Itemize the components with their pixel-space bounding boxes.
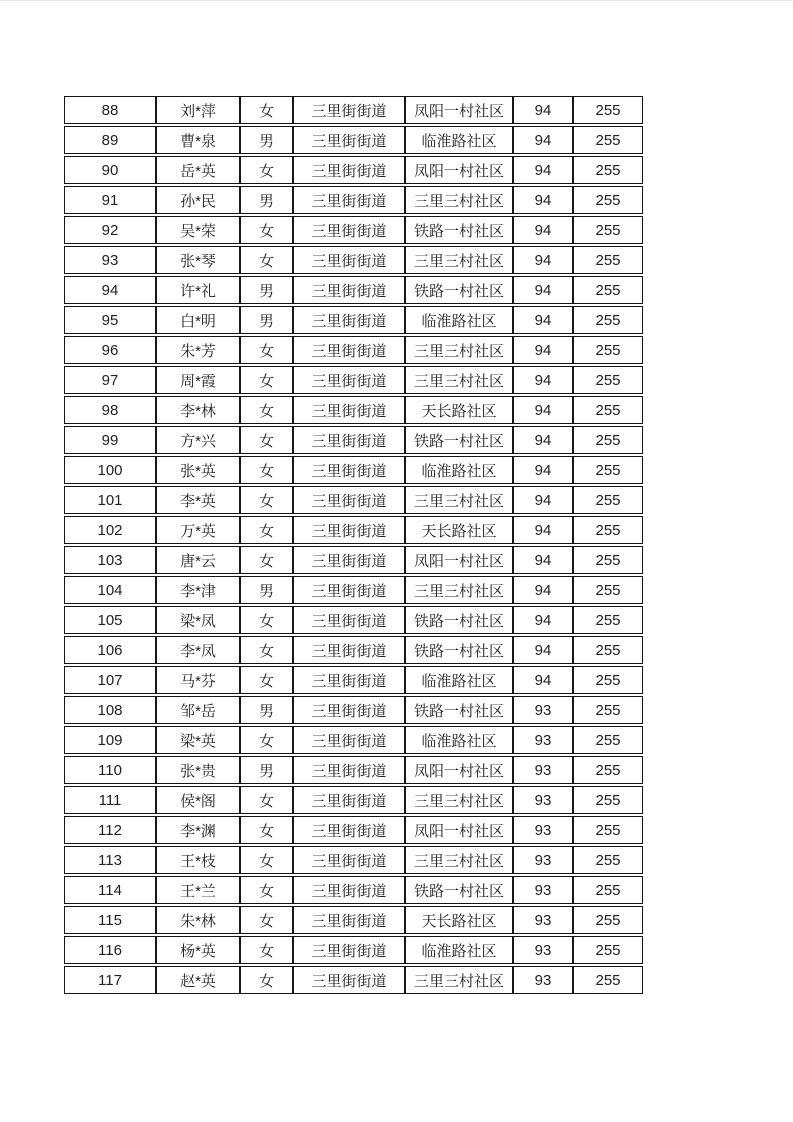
cell-street: 三里街街道	[293, 516, 405, 544]
table-row	[64, 156, 643, 184]
cell-street: 三里街街道	[293, 456, 405, 484]
cell-street: 三里街街道	[293, 966, 405, 994]
cell-street: 三里街街道	[293, 366, 405, 394]
cell-community: 铁路一村社区	[405, 606, 513, 634]
cell-gender: 女	[240, 96, 293, 124]
cell-community: 临淮路社区	[405, 666, 513, 694]
cell-community: 天长路社区	[405, 906, 513, 934]
cell-community: 三里三村社区	[405, 486, 513, 514]
cell-code: 255	[573, 726, 643, 754]
cell-index: 113	[64, 846, 156, 874]
cell-street: 三里街街道	[293, 846, 405, 874]
cell-index: 102	[64, 516, 156, 544]
cell-score: 94	[513, 96, 573, 124]
cell-code: 255	[573, 876, 643, 904]
cell-code: 255	[573, 576, 643, 604]
cell-name: 曹*泉	[156, 126, 240, 154]
cell-street: 三里街街道	[293, 906, 405, 934]
cell-street: 三里街街道	[293, 786, 405, 814]
cell-name: 唐*云	[156, 546, 240, 574]
cell-code: 255	[573, 966, 643, 994]
cell-index: 104	[64, 576, 156, 604]
cell-name: 梁*凤	[156, 606, 240, 634]
cell-index: 95	[64, 306, 156, 334]
cell-score: 94	[513, 666, 573, 694]
table-row	[64, 696, 643, 724]
cell-code: 255	[573, 96, 643, 124]
roster-table	[64, 94, 643, 996]
cell-name: 侯*阁	[156, 786, 240, 814]
cell-street: 三里街街道	[293, 726, 405, 754]
cell-index: 100	[64, 456, 156, 484]
cell-community: 凤阳一村社区	[405, 156, 513, 184]
cell-community: 天长路社区	[405, 396, 513, 424]
cell-community: 三里三村社区	[405, 246, 513, 274]
cell-gender: 男	[240, 696, 293, 724]
cell-index: 107	[64, 666, 156, 694]
cell-code: 255	[573, 696, 643, 724]
cell-index: 89	[64, 126, 156, 154]
cell-street: 三里街街道	[293, 276, 405, 304]
cell-name: 许*礼	[156, 276, 240, 304]
cell-index: 106	[64, 636, 156, 664]
cell-index: 112	[64, 816, 156, 844]
cell-code: 255	[573, 846, 643, 874]
cell-score: 94	[513, 156, 573, 184]
cell-name: 赵*英	[156, 966, 240, 994]
table-row	[64, 966, 643, 994]
cell-name: 张*琴	[156, 246, 240, 274]
cell-index: 99	[64, 426, 156, 454]
cell-code: 255	[573, 366, 643, 394]
cell-name: 吴*荣	[156, 216, 240, 244]
cell-score: 93	[513, 756, 573, 784]
cell-code: 255	[573, 306, 643, 334]
cell-score: 94	[513, 216, 573, 244]
cell-gender: 女	[240, 396, 293, 424]
cell-code: 255	[573, 636, 643, 664]
cell-index: 98	[64, 396, 156, 424]
cell-code: 255	[573, 186, 643, 214]
cell-score: 94	[513, 186, 573, 214]
cell-community: 三里三村社区	[405, 846, 513, 874]
table-row	[64, 516, 643, 544]
table-row	[64, 276, 643, 304]
cell-code: 255	[573, 816, 643, 844]
cell-gender: 女	[240, 426, 293, 454]
cell-score: 93	[513, 816, 573, 844]
cell-score: 93	[513, 726, 573, 754]
cell-name: 周*霞	[156, 366, 240, 394]
table-row	[64, 576, 643, 604]
cell-community: 临淮路社区	[405, 936, 513, 964]
cell-community: 三里三村社区	[405, 786, 513, 814]
cell-index: 114	[64, 876, 156, 904]
cell-street: 三里街街道	[293, 546, 405, 574]
cell-score: 93	[513, 876, 573, 904]
cell-gender: 男	[240, 306, 293, 334]
cell-name: 马*芬	[156, 666, 240, 694]
cell-name: 万*英	[156, 516, 240, 544]
cell-name: 李*凤	[156, 636, 240, 664]
cell-score: 94	[513, 456, 573, 484]
cell-community: 铁路一村社区	[405, 696, 513, 724]
cell-score: 94	[513, 606, 573, 634]
cell-index: 92	[64, 216, 156, 244]
cell-street: 三里街街道	[293, 426, 405, 454]
cell-index: 90	[64, 156, 156, 184]
cell-code: 255	[573, 516, 643, 544]
cell-gender: 女	[240, 966, 293, 994]
cell-score: 94	[513, 306, 573, 334]
cell-community: 铁路一村社区	[405, 636, 513, 664]
cell-code: 255	[573, 216, 643, 244]
cell-gender: 男	[240, 186, 293, 214]
cell-name: 方*兴	[156, 426, 240, 454]
cell-gender: 女	[240, 246, 293, 274]
cell-street: 三里街街道	[293, 876, 405, 904]
cell-score: 93	[513, 696, 573, 724]
cell-score: 93	[513, 906, 573, 934]
cell-score: 93	[513, 846, 573, 874]
cell-street: 三里街街道	[293, 576, 405, 604]
cell-score: 93	[513, 966, 573, 994]
cell-index: 101	[64, 486, 156, 514]
cell-name: 李*英	[156, 486, 240, 514]
cell-code: 255	[573, 906, 643, 934]
cell-gender: 女	[240, 516, 293, 544]
cell-gender: 女	[240, 336, 293, 364]
cell-code: 255	[573, 156, 643, 184]
cell-name: 白*明	[156, 306, 240, 334]
cell-street: 三里街街道	[293, 156, 405, 184]
cell-street: 三里街街道	[293, 216, 405, 244]
cell-gender: 女	[240, 786, 293, 814]
table-row	[64, 396, 643, 424]
cell-gender: 女	[240, 456, 293, 484]
cell-street: 三里街街道	[293, 306, 405, 334]
cell-code: 255	[573, 396, 643, 424]
table-row	[64, 876, 643, 904]
cell-street: 三里街街道	[293, 486, 405, 514]
cell-community: 三里三村社区	[405, 576, 513, 604]
cell-code: 255	[573, 246, 643, 274]
cell-street: 三里街街道	[293, 246, 405, 274]
cell-community: 三里三村社区	[405, 366, 513, 394]
cell-score: 94	[513, 366, 573, 394]
cell-street: 三里街街道	[293, 756, 405, 784]
cell-name: 杨*英	[156, 936, 240, 964]
cell-index: 108	[64, 696, 156, 724]
cell-code: 255	[573, 336, 643, 364]
table-row	[64, 636, 643, 664]
cell-community: 凤阳一村社区	[405, 756, 513, 784]
cell-street: 三里街街道	[293, 666, 405, 694]
cell-score: 94	[513, 636, 573, 664]
cell-score: 93	[513, 936, 573, 964]
table-row	[64, 456, 643, 484]
cell-code: 255	[573, 486, 643, 514]
cell-community: 凤阳一村社区	[405, 816, 513, 844]
cell-name: 岳*英	[156, 156, 240, 184]
cell-score: 94	[513, 396, 573, 424]
cell-community: 铁路一村社区	[405, 876, 513, 904]
cell-community: 铁路一村社区	[405, 216, 513, 244]
cell-index: 105	[64, 606, 156, 634]
cell-index: 115	[64, 906, 156, 934]
cell-index: 94	[64, 276, 156, 304]
cell-score: 93	[513, 786, 573, 814]
cell-score: 94	[513, 426, 573, 454]
cell-code: 255	[573, 666, 643, 694]
cell-gender: 女	[240, 726, 293, 754]
table-row	[64, 486, 643, 514]
cell-gender: 男	[240, 126, 293, 154]
cell-community: 临淮路社区	[405, 126, 513, 154]
cell-gender: 女	[240, 906, 293, 934]
cell-code: 255	[573, 456, 643, 484]
cell-name: 张*英	[156, 456, 240, 484]
cell-gender: 女	[240, 816, 293, 844]
cell-index: 96	[64, 336, 156, 364]
cell-code: 255	[573, 126, 643, 154]
cell-score: 94	[513, 246, 573, 274]
cell-name: 朱*林	[156, 906, 240, 934]
cell-street: 三里街街道	[293, 936, 405, 964]
cell-street: 三里街街道	[293, 636, 405, 664]
cell-community: 临淮路社区	[405, 456, 513, 484]
cell-code: 255	[573, 606, 643, 634]
cell-gender: 女	[240, 366, 293, 394]
cell-gender: 女	[240, 846, 293, 874]
cell-gender: 女	[240, 546, 293, 574]
cell-street: 三里街街道	[293, 606, 405, 634]
cell-gender: 女	[240, 666, 293, 694]
table-row	[64, 756, 643, 784]
cell-code: 255	[573, 546, 643, 574]
table-row	[64, 186, 643, 214]
cell-code: 255	[573, 936, 643, 964]
table-row	[64, 306, 643, 334]
cell-gender: 女	[240, 606, 293, 634]
cell-score: 94	[513, 336, 573, 364]
table-row	[64, 126, 643, 154]
cell-name: 朱*芳	[156, 336, 240, 364]
cell-community: 三里三村社区	[405, 966, 513, 994]
table-row	[64, 336, 643, 364]
cell-score: 94	[513, 486, 573, 514]
cell-gender: 女	[240, 156, 293, 184]
cell-index: 91	[64, 186, 156, 214]
cell-street: 三里街街道	[293, 126, 405, 154]
cell-community: 临淮路社区	[405, 726, 513, 754]
cell-name: 梁*英	[156, 726, 240, 754]
cell-name: 孙*民	[156, 186, 240, 214]
table-row	[64, 726, 643, 754]
cell-community: 铁路一村社区	[405, 276, 513, 304]
cell-community: 凤阳一村社区	[405, 96, 513, 124]
cell-gender: 男	[240, 276, 293, 304]
cell-score: 94	[513, 546, 573, 574]
cell-community: 三里三村社区	[405, 186, 513, 214]
cell-score: 94	[513, 516, 573, 544]
cell-street: 三里街街道	[293, 396, 405, 424]
cell-name: 李*渊	[156, 816, 240, 844]
cell-name: 张*贵	[156, 756, 240, 784]
cell-gender: 女	[240, 876, 293, 904]
cell-street: 三里街街道	[293, 96, 405, 124]
cell-street: 三里街街道	[293, 696, 405, 724]
cell-gender: 女	[240, 636, 293, 664]
cell-street: 三里街街道	[293, 186, 405, 214]
table-row	[64, 216, 643, 244]
table-row	[64, 666, 643, 694]
cell-score: 94	[513, 576, 573, 604]
cell-community: 临淮路社区	[405, 306, 513, 334]
cell-score: 94	[513, 276, 573, 304]
cell-code: 255	[573, 756, 643, 784]
cell-index: 97	[64, 366, 156, 394]
page-top-divider	[0, 0, 793, 1]
cell-street: 三里街街道	[293, 336, 405, 364]
cell-code: 255	[573, 276, 643, 304]
cell-gender: 男	[240, 756, 293, 784]
cell-name: 王*兰	[156, 876, 240, 904]
table-row	[64, 936, 643, 964]
cell-score: 94	[513, 126, 573, 154]
cell-community: 凤阳一村社区	[405, 546, 513, 574]
table-row	[64, 906, 643, 934]
table-row	[64, 606, 643, 634]
cell-gender: 男	[240, 576, 293, 604]
cell-community: 三里三村社区	[405, 336, 513, 364]
cell-code: 255	[573, 426, 643, 454]
cell-index: 111	[64, 786, 156, 814]
cell-gender: 女	[240, 216, 293, 244]
cell-street: 三里街街道	[293, 816, 405, 844]
cell-name: 邹*岳	[156, 696, 240, 724]
table-row	[64, 246, 643, 274]
cell-name: 李*林	[156, 396, 240, 424]
cell-name: 刘*萍	[156, 96, 240, 124]
cell-code: 255	[573, 786, 643, 814]
cell-community: 天长路社区	[405, 516, 513, 544]
table-row	[64, 846, 643, 874]
cell-gender: 女	[240, 936, 293, 964]
cell-index: 117	[64, 966, 156, 994]
cell-index: 109	[64, 726, 156, 754]
table-row	[64, 786, 643, 814]
table-row	[64, 426, 643, 454]
table-row	[64, 546, 643, 574]
cell-gender: 女	[240, 486, 293, 514]
cell-name: 王*枝	[156, 846, 240, 874]
table-row	[64, 816, 643, 844]
cell-index: 88	[64, 96, 156, 124]
cell-community: 铁路一村社区	[405, 426, 513, 454]
cell-index: 110	[64, 756, 156, 784]
table-row	[64, 96, 643, 124]
cell-name: 李*津	[156, 576, 240, 604]
cell-index: 116	[64, 936, 156, 964]
cell-index: 103	[64, 546, 156, 574]
cell-index: 93	[64, 246, 156, 274]
table-row	[64, 366, 643, 394]
